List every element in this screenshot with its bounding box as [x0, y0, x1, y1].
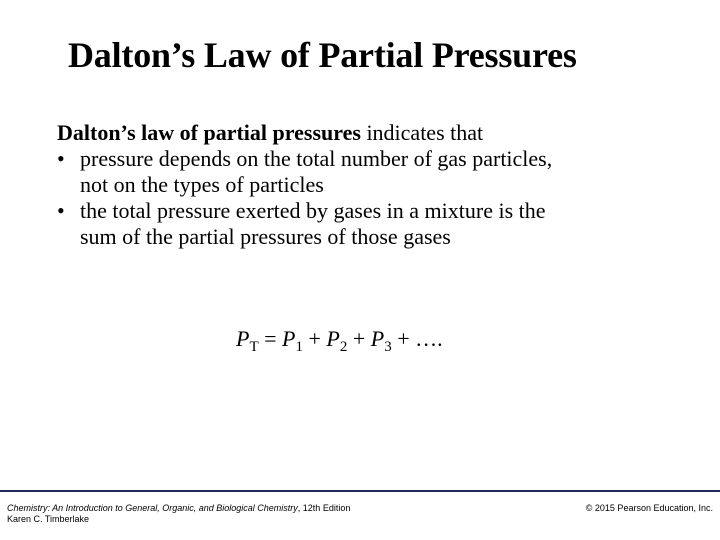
formula-subscript: 3: [384, 339, 392, 355]
bullet-dot: •: [57, 198, 65, 223]
intro-line: [57, 120, 677, 146]
formula-symbol: P: [370, 326, 385, 351]
formula-symbol: P: [282, 326, 296, 351]
footer-citation: [7, 503, 350, 525]
formula-operator: +: [347, 326, 371, 351]
footer-book-line: [7, 503, 350, 514]
bullet-line: the total pressure exerted by gases in a mixture is the: [80, 198, 546, 223]
bullet-dot: •: [57, 146, 65, 171]
dalton-formula: [236, 326, 443, 355]
intro-term: Dalton’s law of partial pressures: [57, 120, 361, 145]
footer-book-title: Chemistry: An Introduction to General, Organic, and Biological Chemistry: [7, 503, 298, 513]
intro-rest: indicates that: [360, 120, 484, 145]
footer-copyright: © 2015 Pearson Education, Inc.: [585, 503, 713, 513]
bullet-line: pressure depends on the total number of gas particles,: [80, 146, 553, 171]
formula-symbol: P: [236, 326, 250, 351]
bullet-item: [57, 198, 677, 250]
footer-divider: [0, 490, 720, 492]
formula-symbol: P: [326, 326, 340, 351]
footer-edition: , 12th Edition: [297, 503, 351, 513]
formula-subscript: 2: [339, 339, 348, 355]
footer-author: Karen C. Timberlake: [7, 514, 90, 524]
formula-tail: + ….: [391, 326, 443, 351]
bullet-line: not on the types of particles: [80, 172, 324, 197]
slide-body: [57, 120, 677, 250]
formula-subscript: T: [249, 339, 259, 355]
bullet-line: sum of the partial pressures of those gases: [80, 224, 451, 249]
formula-operator: =: [258, 326, 283, 351]
bullet-item: [57, 146, 677, 198]
formula-operator: +: [303, 326, 327, 351]
formula-subscript: 1: [295, 339, 303, 355]
slide-title: Dalton’s Law of Partial Pressures: [68, 35, 577, 75]
